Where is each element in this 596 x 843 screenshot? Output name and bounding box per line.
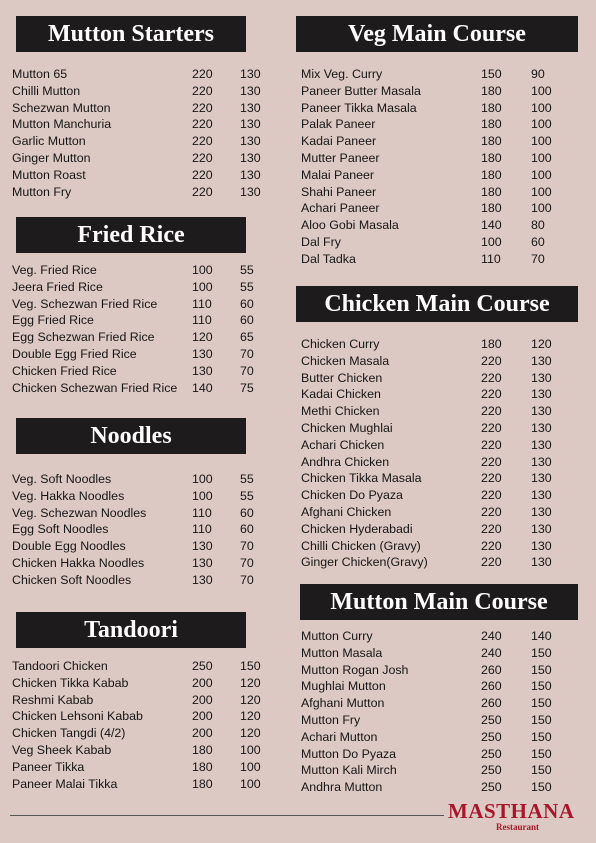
- menu-item-row: [12, 279, 277, 296]
- item-price-full: 130: [531, 538, 552, 553]
- item-price-full: 100: [531, 150, 552, 165]
- menu-item-row: [301, 370, 581, 387]
- menu-item-row: [301, 538, 581, 555]
- item-name: Chicken Mughlai: [301, 420, 393, 435]
- item-price-full: 100: [531, 167, 552, 182]
- item-price-full: 70: [531, 251, 545, 266]
- item-price-full: 120: [240, 675, 261, 690]
- item-price-half: 220: [192, 117, 213, 132]
- menu-item-row: [301, 454, 581, 471]
- item-name: Chicken Lehsoni Kabab: [12, 709, 143, 724]
- menu-item-row: [12, 521, 277, 538]
- item-price-full: 130: [531, 387, 552, 402]
- item-price-full: 130: [531, 437, 552, 452]
- item-name: Andhra Chicken: [301, 454, 390, 469]
- item-price-half: 110: [192, 505, 212, 520]
- item-name: Veg Sheek Kabab: [12, 742, 112, 757]
- item-name: Achari Chicken: [301, 437, 385, 452]
- item-price-full: 150: [531, 712, 552, 727]
- item-price-half: 220: [192, 83, 213, 98]
- item-price-full: 100: [531, 100, 552, 115]
- item-price-full: 60: [240, 313, 254, 328]
- item-name: Chicken Soft Noodles: [12, 572, 132, 587]
- item-name: Kadai Paneer: [301, 134, 377, 149]
- item-price-half: 220: [481, 521, 502, 536]
- item-price-half: 250: [481, 729, 502, 744]
- item-name: Mutton Kali Mirch: [301, 763, 397, 778]
- item-price-full: 55: [240, 279, 254, 294]
- item-price-full: 70: [240, 539, 254, 554]
- item-price-half: 220: [192, 134, 213, 149]
- menu-item-row: [12, 488, 277, 505]
- item-name: Achari Mutton: [301, 729, 378, 744]
- item-price-full: 60: [240, 505, 254, 520]
- menu-item-row: [301, 695, 581, 712]
- item-price-full: 140: [531, 629, 552, 643]
- menu-item-row: [301, 504, 581, 521]
- item-name: Egg Soft Noodles: [12, 522, 109, 537]
- item-price-half: 180: [481, 117, 502, 132]
- menu-item-row: [12, 66, 277, 83]
- item-name: Dal Fry: [301, 234, 341, 249]
- tandoori-header: Tandoori: [16, 612, 246, 648]
- item-price-half: 110: [481, 251, 501, 266]
- item-name: Methi Chicken: [301, 404, 380, 419]
- item-name: Double Egg Noodles: [12, 539, 126, 554]
- noodles-list: [12, 471, 277, 589]
- menu-item-row: [301, 779, 581, 796]
- item-price-half: 250: [481, 780, 502, 795]
- item-price-full: 130: [240, 83, 261, 98]
- menu-item-row: [12, 505, 277, 522]
- menu-item-row: [301, 712, 581, 729]
- item-price-full: 120: [240, 692, 261, 707]
- menu-item-row: [12, 692, 277, 709]
- item-price-half: 130: [192, 555, 213, 570]
- item-price-half: 240: [481, 645, 502, 660]
- item-price-full: 70: [240, 346, 254, 361]
- menu-item-row: [301, 420, 581, 437]
- menu-item-row: [301, 336, 581, 353]
- item-price-full: 55: [240, 472, 254, 486]
- menu-item-row: [301, 762, 581, 779]
- item-price-full: 130: [240, 100, 261, 115]
- menu-item-row: [301, 403, 581, 420]
- mutton-main-course-header: Mutton Main Course: [300, 584, 578, 620]
- item-price-half: 220: [481, 404, 502, 419]
- menu-item-row: [12, 184, 277, 201]
- item-price-full: 130: [240, 150, 261, 165]
- item-price-full: 130: [240, 117, 261, 132]
- item-price-half: 200: [192, 709, 213, 724]
- chicken-main-course-list: [301, 336, 581, 571]
- item-price-full: 100: [531, 134, 552, 149]
- item-price-half: 180: [481, 167, 502, 182]
- item-price-half: 180: [481, 150, 502, 165]
- item-name: Paneer Tikka: [12, 759, 85, 774]
- item-name: Chicken Tikka Masala: [301, 471, 422, 486]
- item-price-full: 130: [531, 488, 552, 503]
- chicken-main-course-header: Chicken Main Course: [296, 286, 578, 322]
- item-price-half: 250: [192, 659, 213, 673]
- item-name: Chicken Schezwan Fried Rice: [12, 380, 178, 395]
- logo-main-text: MASTHANA: [448, 799, 575, 823]
- item-price-full: 55: [240, 263, 254, 277]
- item-price-half: 150: [481, 67, 502, 81]
- item-price-half: 220: [481, 420, 502, 435]
- menu-item-row: [301, 487, 581, 504]
- item-price-half: 130: [192, 346, 213, 361]
- item-price-half: 100: [192, 263, 213, 277]
- item-price-full: 130: [240, 184, 261, 199]
- item-price-half: 120: [192, 330, 213, 345]
- item-price-half: 180: [481, 83, 502, 98]
- footer-divider: [10, 815, 444, 816]
- item-price-half: 220: [481, 488, 502, 503]
- item-name: Chicken Masala: [301, 353, 390, 368]
- menu-item-row: [301, 746, 581, 763]
- menu-item-row: [301, 100, 581, 117]
- item-price-half: 100: [192, 488, 213, 503]
- item-name: Mutton Curry: [301, 629, 373, 643]
- menu-item-row: [301, 628, 581, 645]
- item-price-full: 130: [240, 134, 261, 149]
- item-price-half: 220: [192, 184, 213, 199]
- item-price-full: 120: [240, 709, 261, 724]
- item-price-half: 220: [192, 100, 213, 115]
- item-price-half: 260: [481, 696, 502, 711]
- menu-item-row: [12, 312, 277, 329]
- item-price-half: 180: [481, 184, 502, 199]
- item-name: Mutton Roast: [12, 167, 86, 182]
- menu-item-row: [12, 380, 277, 397]
- item-name: Paneer Tikka Masala: [301, 100, 417, 115]
- menu-item-row: [301, 470, 581, 487]
- menu-item-row: [12, 296, 277, 313]
- item-name: Paneer Butter Masala: [301, 83, 421, 98]
- item-price-full: 75: [240, 380, 254, 395]
- item-price-half: 140: [192, 380, 213, 395]
- item-name: Veg. Soft Noodles: [12, 472, 112, 486]
- item-price-half: 180: [481, 337, 502, 351]
- item-price-half: 130: [192, 363, 213, 378]
- menu-item-row: [301, 150, 581, 167]
- item-name: Mix Veg. Curry: [301, 67, 383, 81]
- item-price-full: 55: [240, 488, 254, 503]
- menu-item-row: [301, 167, 581, 184]
- item-name: Garlic Mutton: [12, 134, 86, 149]
- item-price-full: 100: [531, 184, 552, 199]
- menu-item-row: [301, 184, 581, 201]
- menu-item-row: [301, 133, 581, 150]
- item-price-half: 220: [481, 437, 502, 452]
- item-price-half: 220: [481, 370, 502, 385]
- item-price-full: 130: [531, 370, 552, 385]
- veg-main-course-header: Veg Main Course: [296, 16, 578, 52]
- item-name: Malai Paneer: [301, 167, 375, 182]
- item-name: Afghani Chicken: [301, 504, 392, 519]
- item-price-full: 150: [531, 763, 552, 778]
- item-price-half: 260: [481, 679, 502, 694]
- menu-item-row: [12, 346, 277, 363]
- item-price-full: 100: [240, 742, 261, 757]
- item-price-full: 100: [240, 776, 261, 791]
- item-name: Ginger Chicken(Gravy): [301, 555, 428, 570]
- item-price-half: 110: [192, 313, 212, 328]
- logo-sub-text: Restaurant: [496, 822, 539, 832]
- item-name: Chilli Chicken (Gravy): [301, 538, 421, 553]
- item-price-half: 130: [192, 539, 213, 554]
- item-name: Butter Chicken: [301, 370, 383, 385]
- noodles-header: Noodles: [16, 418, 246, 454]
- menu-item-row: [301, 200, 581, 217]
- menu-item-row: [301, 437, 581, 454]
- item-name: Mutton Rogan Josh: [301, 662, 409, 677]
- item-price-full: 130: [531, 555, 552, 570]
- item-price-full: 60: [240, 522, 254, 537]
- item-price-full: 150: [531, 746, 552, 761]
- item-price-full: 150: [531, 696, 552, 711]
- item-price-full: 100: [531, 201, 552, 216]
- item-price-half: 180: [192, 776, 213, 791]
- item-price-full: 120: [240, 726, 261, 741]
- item-name: Reshmi Kabab: [12, 692, 94, 707]
- menu-item-row: [12, 759, 277, 776]
- menu-item-row: [12, 572, 277, 589]
- item-name: Kadai Chicken: [301, 387, 381, 402]
- item-name: Achari Paneer: [301, 201, 380, 216]
- item-price-full: 100: [531, 117, 552, 132]
- item-price-half: 250: [481, 712, 502, 727]
- item-price-half: 180: [481, 201, 502, 216]
- item-name: Mutton Masala: [301, 645, 383, 660]
- item-price-half: 220: [481, 504, 502, 519]
- item-name: Chicken Do Pyaza: [301, 488, 403, 503]
- item-name: Aloo Gobi Masala: [301, 218, 399, 233]
- item-price-full: 60: [531, 234, 545, 249]
- item-price-full: 130: [240, 167, 261, 182]
- item-price-full: 130: [240, 67, 261, 81]
- item-price-half: 100: [192, 279, 213, 294]
- item-price-half: 220: [481, 454, 502, 469]
- item-name: Jeera Fried Rice: [12, 279, 103, 294]
- fried-rice-header: Fried Rice: [16, 217, 246, 253]
- menu-item-row: [12, 675, 277, 692]
- menu-item-row: [301, 353, 581, 370]
- item-price-half: 250: [481, 746, 502, 761]
- item-price-full: 130: [531, 404, 552, 419]
- item-price-half: 220: [481, 353, 502, 368]
- item-name: Dal Tadka: [301, 251, 356, 266]
- item-name: Veg. Schezwan Fried Rice: [12, 296, 158, 311]
- item-name: Mutton 65: [12, 67, 68, 81]
- item-price-full: 150: [531, 645, 552, 660]
- item-name: Mutton Manchuria: [12, 117, 112, 132]
- menu-item-row: [301, 521, 581, 538]
- item-price-half: 220: [481, 538, 502, 553]
- menu-item-row: [301, 645, 581, 662]
- menu-item-row: [301, 217, 581, 234]
- item-price-full: 150: [240, 659, 261, 673]
- item-price-half: 200: [192, 726, 213, 741]
- item-price-half: 220: [481, 555, 502, 570]
- item-price-full: 130: [531, 454, 552, 469]
- item-price-half: 130: [192, 572, 213, 587]
- item-name: Shahi Paneer: [301, 184, 377, 199]
- menu-item-row: [301, 234, 581, 251]
- item-price-half: 220: [481, 387, 502, 402]
- item-price-full: 100: [531, 83, 552, 98]
- item-price-half: 240: [481, 629, 502, 643]
- item-price-full: 150: [531, 729, 552, 744]
- item-name: Schezwan Mutton: [12, 100, 111, 115]
- item-price-full: 100: [240, 759, 261, 774]
- item-name: Mughlai Mutton: [301, 679, 386, 694]
- menu-item-row: [301, 251, 581, 268]
- item-name: Chicken Curry: [301, 337, 380, 351]
- item-price-half: 200: [192, 692, 213, 707]
- menu-item-row: [12, 538, 277, 555]
- item-price-half: 140: [481, 218, 502, 233]
- item-price-half: 180: [192, 759, 213, 774]
- item-name: Afghani Mutton: [301, 696, 385, 711]
- item-name: Tandoori Chicken: [12, 659, 108, 673]
- item-name: Egg Fried Rice: [12, 313, 94, 328]
- veg-main-course-list: [301, 66, 581, 268]
- item-name: Veg. Hakka Noodles: [12, 488, 125, 503]
- item-name: Chicken Fried Rice: [12, 363, 117, 378]
- item-name: Andhra Mutton: [301, 780, 383, 795]
- item-price-full: 120: [531, 337, 552, 351]
- menu-item-row: [12, 708, 277, 725]
- menu-item-row: [301, 662, 581, 679]
- menu-item-row: [12, 329, 277, 346]
- menu-item-row: [301, 678, 581, 695]
- menu-item-row: [301, 116, 581, 133]
- item-price-full: 130: [531, 521, 552, 536]
- menu-item-row: [301, 66, 581, 83]
- item-name: Double Egg Fried Rice: [12, 346, 137, 361]
- item-price-full: 90: [531, 67, 545, 81]
- tandoori-list: [12, 658, 277, 792]
- item-price-half: 200: [192, 675, 213, 690]
- menu-item-row: [12, 776, 277, 793]
- item-price-half: 220: [192, 67, 213, 81]
- menu-item-row: [12, 725, 277, 742]
- item-name: Paneer Malai Tikka: [12, 776, 118, 791]
- item-name: Egg Schezwan Fried Rice: [12, 330, 155, 345]
- menu-item-row: [12, 150, 277, 167]
- item-price-half: 180: [481, 100, 502, 115]
- item-name: Mutton Do Pyaza: [301, 746, 397, 761]
- item-price-half: 250: [481, 763, 502, 778]
- restaurant-logo: [448, 800, 574, 832]
- mutton-main-course-list: [301, 628, 581, 796]
- item-price-full: 150: [531, 780, 552, 795]
- menu-item-row: [301, 386, 581, 403]
- menu-item-row: [12, 471, 277, 488]
- item-price-full: 60: [240, 296, 254, 311]
- item-name: Chicken Tangdi (4/2): [12, 726, 126, 741]
- item-price-full: 70: [240, 555, 254, 570]
- mutton-starters-header: Mutton Starters: [16, 16, 246, 52]
- item-name: Ginger Mutton: [12, 150, 91, 165]
- menu-item-row: [12, 83, 277, 100]
- item-price-full: 70: [240, 572, 254, 587]
- item-price-half: 180: [192, 742, 213, 757]
- menu-item-row: [301, 83, 581, 100]
- item-price-half: 180: [481, 134, 502, 149]
- item-price-full: 80: [531, 218, 545, 233]
- menu-item-row: [12, 555, 277, 572]
- menu-item-row: [12, 262, 277, 279]
- menu-item-row: [301, 554, 581, 571]
- item-price-half: 110: [192, 522, 212, 537]
- item-price-half: 110: [192, 296, 212, 311]
- item-price-full: 150: [531, 679, 552, 694]
- item-name: Veg. Schezwan Noodles: [12, 505, 147, 520]
- item-name: Mutton Fry: [301, 712, 361, 727]
- item-price-half: 100: [192, 472, 213, 486]
- item-name: Veg. Fried Rice: [12, 263, 97, 277]
- menu-item-row: [12, 363, 277, 380]
- item-price-half: 260: [481, 662, 502, 677]
- mutton-starters-list: [12, 66, 277, 200]
- fried-rice-list: [12, 262, 277, 396]
- item-price-full: 150: [531, 662, 552, 677]
- item-name: Chilli Mutton: [12, 83, 81, 98]
- item-price-full: 130: [531, 471, 552, 486]
- item-price-half: 220: [481, 471, 502, 486]
- menu-item-row: [12, 167, 277, 184]
- item-price-full: 70: [240, 363, 254, 378]
- item-price-half: 220: [192, 150, 213, 165]
- menu-item-row: [12, 100, 277, 117]
- menu-item-row: [12, 742, 277, 759]
- item-price-half: 100: [481, 234, 502, 249]
- menu-item-row: [12, 658, 277, 675]
- item-price-full: 130: [531, 504, 552, 519]
- menu-item-row: [12, 116, 277, 133]
- item-name: Palak Paneer: [301, 117, 376, 132]
- menu-item-row: [12, 133, 277, 150]
- item-price-full: 130: [531, 420, 552, 435]
- item-name: Chicken Hakka Noodles: [12, 555, 145, 570]
- item-price-half: 220: [192, 167, 213, 182]
- item-price-full: 130: [531, 353, 552, 368]
- item-name: Chicken Tikka Kabab: [12, 675, 129, 690]
- item-name: Mutton Fry: [12, 184, 72, 199]
- item-name: Mutter Paneer: [301, 150, 380, 165]
- item-name: Chicken Hyderabadi: [301, 521, 413, 536]
- item-price-full: 65: [240, 330, 254, 345]
- menu-item-row: [301, 729, 581, 746]
